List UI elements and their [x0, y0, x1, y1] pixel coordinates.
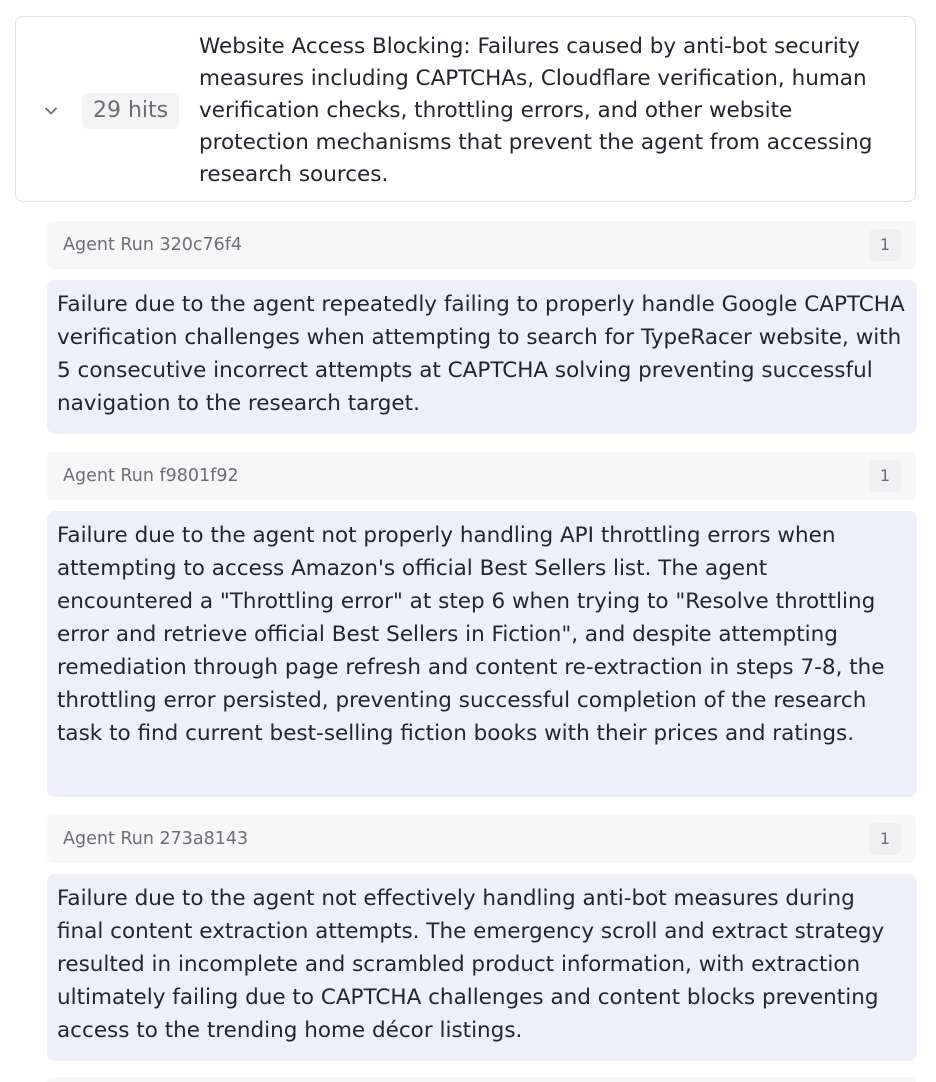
- run-title: Agent Run 273a8143: [63, 829, 249, 849]
- chevron-down-icon[interactable]: [41, 101, 61, 121]
- run-count-badge: 1: [869, 229, 901, 261]
- hits-badge: 29 hits: [82, 93, 179, 129]
- cluster-card[interactable]: [15, 16, 916, 202]
- run-header[interactable]: [47, 452, 916, 500]
- run-summary-text: Failure due to the agent not properly handling API throttling errors when attempting to access Amazon's official Best Sellers list. The agent encountered a "Throttling error" at step 6 when trying to "Resolve throttling error and retrieve official Best Sellers in Fiction", and despite attempting remediation through page refresh and content re-extraction in steps 7-8, the throttling error persisted, preventing successful completion of the research task to find current best-selling fiction books with their prices and ratings.: [57, 523, 885, 746]
- run-count-badge: 1: [869, 460, 901, 492]
- run-title: Agent Run f9801f92: [63, 466, 239, 486]
- run-summary: [47, 874, 917, 1061]
- run-header[interactable]: [47, 815, 916, 863]
- next-run-header-edge: [47, 1077, 916, 1082]
- run-count-badge: 1: [869, 823, 901, 855]
- run-header[interactable]: [47, 221, 916, 269]
- run-summary-text: Failure due to the agent not effectively handling anti-bot measures during final content extraction attempts. The emergency scroll and extract strategy resulted in incomplete and scrambled product information, with extraction ultimately failing due to CAPTCHA challenges and content blocks preventing access to the trending home décor listings.: [57, 886, 885, 1043]
- run-summary: [47, 511, 917, 797]
- run-summary-text: Failure due to the agent repeatedly failing to properly handle Google CAPTCHA verification challenges when attempting to search for TypeRacer website, with 5 consecutive incorrect attempts at CAPTCHA solving preventing successful navigation to the research target.: [57, 292, 905, 416]
- cluster-description: Website Access Blocking: Failures caused by anti-bot security measures including CAPTCHAs, Cloudflare verification, human verification checks, throttling errors, and other website protection mechanisms that prevent the agent from accessing research sources.: [199, 34, 873, 187]
- run-summary: [47, 280, 917, 434]
- run-title: Agent Run 320c76f4: [63, 235, 243, 255]
